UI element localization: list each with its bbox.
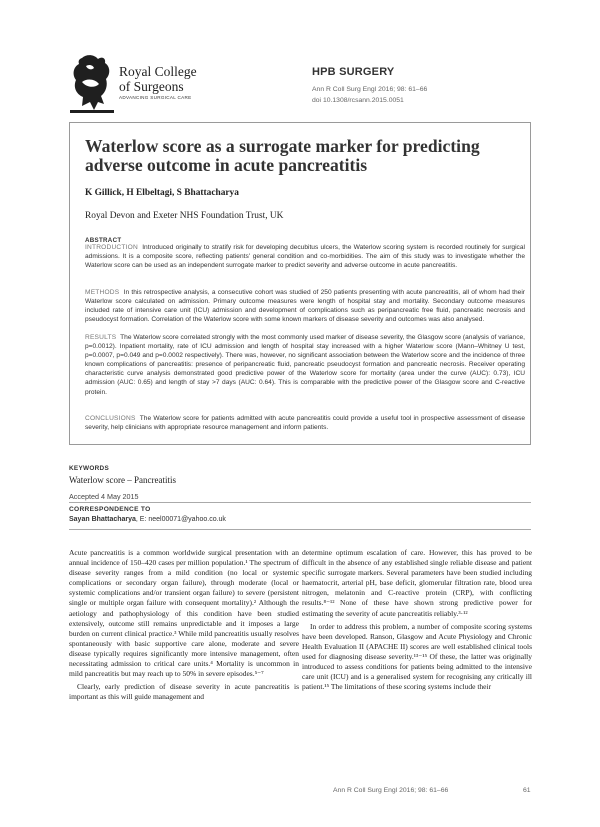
org-name-line1: Royal College	[119, 64, 197, 79]
body-paragraph: Clearly, early prediction of disease severity in acute pancreatitis is important as this will guide management and	[69, 682, 299, 702]
affiliation: Royal Devon and Exeter NHS Foundation Trust, UK	[85, 211, 284, 221]
body-column-right	[302, 548, 532, 692]
abstract-label-results: RESULTS	[85, 334, 117, 341]
authors: K Gillick, H Elbeltagi, S Bhattacharya	[85, 188, 239, 198]
page-number: 61	[523, 787, 531, 794]
accepted-date: Accepted 4 May 2015	[69, 492, 139, 501]
abstract-label-introduction: INTRODUCTION	[85, 244, 138, 251]
abstract-results	[85, 333, 525, 397]
body-paragraph: In order to address this problem, a number of composite scoring systems have been developed. Ranson, Glasgow and Acute Physiology and Chronic Health Evaluation II (APACHE II) scores are well established clinical tools used for diagnosing disease severity.¹³⁻¹⁵ Of these, the latter was originally introduced to assess conditions for patients being admitted to the intensive care unit (ICU) and is a generalised system for recognising any critically ill patient.¹⁵ The limitations of these scoring systems include their	[302, 621, 532, 692]
body-paragraph: determine optimum escalation of care. However, this has proved to be difficult in the absence of any established single reliable disease and patient specific surrogate markers. Several parameters have been studied including haematocrit, arterial pH, base deficit, glomerular filtration rate, blood urea nitrogen, melatonin and C-reactive protein (CRP), with conflicting results.⁸⁻¹² None of these have shown strong predictive power for estimating the severity of acute pancreatitis reliably.³·¹²	[302, 548, 532, 618]
abstract-label-methods: METHODS	[85, 289, 120, 296]
org-tagline: ADVANCING SURGICAL CARE	[119, 95, 192, 100]
article-title: Waterlow score as a surrogate marker for predicting adverse outcome in acute pancreatitis	[85, 136, 480, 175]
header-citation: Ann R Coll Surg Engl 2016; 98: 61–66	[312, 86, 428, 93]
correspondence-name: Sayan Bhattacharya	[69, 516, 136, 523]
correspondence-email[interactable]: , E: neel00071@yahoo.co.uk	[135, 516, 226, 523]
abstract-methods	[85, 288, 525, 324]
griffin-crest-icon	[68, 52, 116, 114]
keywords-text: Waterlow score – Pancreatitis	[69, 475, 176, 485]
abstract-text-conclusions: The Waterlow score for patients admitted with acute pancreatitis could provide a useful tool in prospective assessment of disease severity, help clinicians with appropriate resource management and inform patients.	[85, 415, 526, 432]
abstract-text-introduction: Introduced originally to stratify risk for developing decubitus ulcers, the Waterlow scoring system is recorded routinely for surgical admissions. It is a composite score, reflecting patients' general condition and co-morbidities. The aim of this study was to investigate whether the Waterlow score can be used as an independent surrogate marker to predict severity and adverse outcome in acute pancreatitis.	[85, 244, 525, 270]
correspondence-line	[69, 516, 226, 523]
abstract-introduction	[85, 243, 525, 270]
divider	[69, 529, 531, 530]
abstract-heading: ABSTRACT	[85, 237, 122, 244]
body-paragraph: Acute pancreatitis is a common worldwide surgical presentation with an annual incidence of 150–420 cases per million population.¹ The spectrum of disease severity ranges from a mild condition (no local or systemic complications or secondary organ failure), through moderate (local or systemic complications and/or transient organ failure) to severe (persistent single or multiple organ failure with consequent mortality).² Although the aetiology and pathophysiology of this condition have been studied extensively, outcome still remains unpredictable and it imposes a large burden on current clinical practice.³ While mild pancreatitis usually resolves spontaneously with basic supportive care alone, moderate and severe disease typically requires significantly more intensive management, often necessitating admission to critical care units.⁴ Mortality is uncommon in mild pancreatitis but may reach up to 50% in severe episodes.⁵⁻⁷	[69, 548, 299, 679]
keywords-heading: KEYWORDS	[69, 465, 110, 472]
divider	[69, 502, 531, 503]
journal-section-label: HPB SURGERY	[312, 66, 395, 78]
footer-citation: Ann R Coll Surg Engl 2016; 98: 61–66	[333, 787, 449, 794]
abstract-label-conclusions: CONCLUSIONS	[85, 415, 136, 422]
abstract-text-methods: In this retrospective analysis, a consecutive cohort was studied of 250 patients presenting with acute pancreatitis, all of whom had their Waterlow score calculated on admission. Primary outcome measures were length of hospital stay and mortality. Secondary outcome measures included rate of intensive care unit (ICU) admission and development of complications such as peripancreatic free fluid, pancreatic necrosis and pseudocyst formation. Correlation of the Waterlow score with some known markers of disease severity and outcomes was also analysed.	[85, 289, 525, 324]
correspondence-heading: CORRESPONDENCE TO	[69, 506, 151, 513]
org-name-line2: of Surgeons	[119, 79, 184, 94]
doi-link[interactable]: doi 10.1308/rcsann.2015.0051	[312, 97, 404, 104]
abstract-conclusions	[85, 414, 525, 432]
college-logo	[68, 52, 236, 114]
abstract-text-results: The Waterlow score correlated strongly with the most commonly used marker of disease severity, the Glasgow score (analysis of variance, p=0.0012). Inpatient mortality, rate of ICU admission and length of hospital stay increased with a higher Waterlow score (Mann–Whitney U test, p=0.0007, p=0.049 and p=0.0002 respectively). There was, however, no significant association between the Waterlow score and the incidence of three known complications of pancreatitis: presence of peripancreatic fluid, pancreatic pseudocyst formation and pancreatic necrosis. Receiver operating characteristic curve analysis demonstrated good predictive power of the Waterlow score for mortality (area under the curve (AUC): 0.73), ICU admission (AUC: 0.65) and length of stay >7 days (AUC: 0.64). This is comparable with the predictive power of the Glasgow score and C-reactive protein.	[85, 334, 525, 396]
body-column-left	[69, 548, 299, 702]
